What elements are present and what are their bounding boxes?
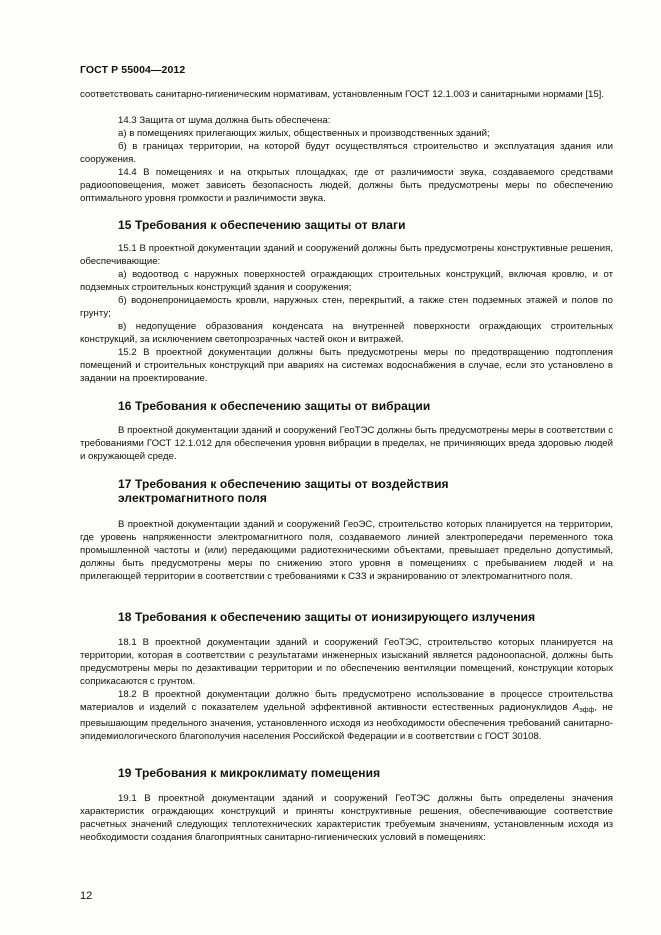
section-15-title: 15 Требования к обеспечению защиты от влаги (118, 218, 406, 232)
section-17-title (118, 477, 598, 505)
section-17-title-line1: 17 Требования к обеспечению защиты от воздействия (118, 477, 449, 491)
document-code: ГОСТ Р 55004—2012 (80, 64, 186, 76)
section-19-title: 19 Требования к микроклимату помещения (118, 766, 381, 780)
paragraph-16: В проектной документации зданий и сооружений ГеоТЭС должны быть предусмотрены меры в соответствии с требованиями ГОСТ 12.1.012 для обеспечения уровня вибрации в пределах, не причиняющих вреда здоровью людей и окружающей среде. (80, 425, 613, 462)
paragraph-15-1-b: б) водонепроницаемость кровли, наружных стен, перекрытий, а также стен подземных этажей и полов по грунту; (80, 295, 613, 319)
paragraph-15-1: 15.1 В проектной документации зданий и сооружений должны быть предусмотрены конструктивные решения, обеспечивающие: (80, 243, 613, 267)
activity-symbol: A (572, 701, 580, 713)
paragraph-18-2-text-after: , не превышающим предельного значения, установленного исходя из необходимости обеспечения требований санитарно-эпидемиологического благополучия населения Российской Федерации и в соответствии с ГОСТ 30108. (80, 701, 613, 742)
paragraph-15-1-c: в) недопущение образования конденсата на внутренней поверхности ограждающих строительных конструкций, за исключением светопрозрачных частей окон и витражей. (80, 321, 613, 345)
paragraph-18-2-text-before: 18.2 В проектной документации должно быть предусмотрено использование в процессе строительства материалов и изделий с показателем удельной эффективной активности естественных радионуклидов (80, 689, 613, 713)
activity-symbol-subscript: эфф (579, 706, 595, 714)
paragraph-15-1-a: а) водоотвод с наружных поверхностей ограждающих строительных конструкций, включая кровлю, и от подземных строительных конструкций здания и сооружения; (80, 269, 613, 293)
paragraph-14-3-b: б) в границах территории, на которой будут осуществляться строительство и эксплуатация здания или сооружения. (80, 141, 613, 165)
paragraph-18-2 (80, 689, 613, 744)
section-18-title: 18 Требования к обеспечению защиты от ионизирующего излучения (118, 610, 536, 624)
page-number: 12 (80, 890, 93, 902)
paragraph-14-3: 14.3 Защита от шума должна быть обеспечена: (118, 115, 331, 126)
paragraph-14-4: 14.4 В помещениях и на открытых площадках, где от различимости звука, создаваемого средствами радиооповещения, может зависеть безопасность людей, должны быть предусмотрены меры по обеспечению оптимального уровня громкости и различимости звука. (80, 167, 613, 204)
paragraph-17: В проектной документации зданий и сооружений ГеоЭС, строительство которых планируется на территории, где уровень напряженности электромагнитного поля, создаваемого линией электропередачи переменного тока промышленной частоты и (или) передающими радиотехническими объектами, превышает предельно допустимый, должны быть предусмотрены меры по снижению этого уровня в помещениях с пребыванием людей и на прилегающей территории в соответствии с требованиями к СЗЗ и экранированию от электромагнитного поля. (80, 519, 613, 582)
paragraph-18-1: 18.1 В проектной документации зданий и сооружений ГеоТЭС, строительство которых планируется на территории, которая в соответствии с результатами инженерных изысканий является радоноопасной, должны быть предусмотрены меры по дезактивации территории и по обеспечению вентиляции помещений, конструкции которых соприкасаются с грунтом. (80, 637, 613, 687)
paragraph-14-3-a: а) в помещениях прилегающих жилых, общественных и производственных зданий; (118, 128, 490, 139)
section-16-title: 16 Требования к обеспечению защиты от вибрации (118, 399, 431, 413)
paragraph-19-1: 19.1 В проектной документации зданий и сооружений ГеоТЭС должны быть определены значения характеристик ограждающих конструкций и приняты конструктивные решения, обеспечивающие соответствие расчетных значений следующих теплотехнических характеристик требуемым значениям, установленным исходя из необходимости создания благоприятных санитарно-гигиенических условий в помещениях: (80, 793, 613, 843)
paragraph-14-2-continuation: соответствовать санитарно-гигиеническим нормативам, установленным ГОСТ 12.1.003 и санитарными нормами [15]. (80, 89, 605, 100)
paragraph-15-2: 15.2 В проектной документации должны быть предусмотрены меры по предотвращению подтопления помещений и строительных конструкций при авариях на системах водоснабжения в случае, если это установлено в задании на проектирование. (80, 347, 613, 384)
section-17-title-line2: электромагнитного поля (118, 491, 267, 505)
